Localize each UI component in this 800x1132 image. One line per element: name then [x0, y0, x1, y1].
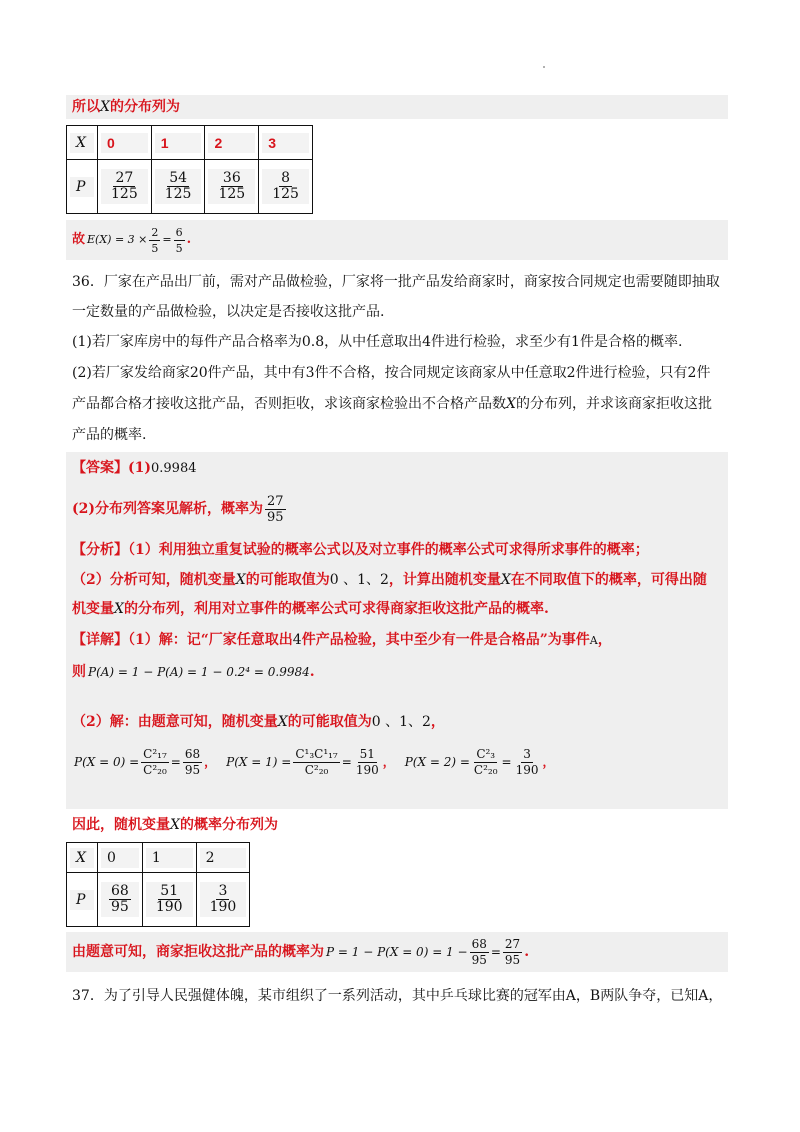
table-prob-cell: $\frac{36}{125}$: [205, 160, 259, 214]
table-header-cell: X: [67, 843, 98, 873]
analysis-line1: 【分析】（1）利用独立重复试验的概率公式以及对立事件的概率公式可求得所求事件的概率；: [72, 542, 649, 558]
table-header-cell: P: [67, 873, 98, 927]
q36-part2-line1: (2)若厂家发给商家20件产品，其中有3件不合格，按合同规定该商家从中任意取2件进行检验，只有2件: [72, 365, 711, 381]
table-value-cell: 0: [98, 843, 143, 873]
table-value-cell: 3: [259, 126, 313, 160]
table-prob-cell: $\frac{51}{190}$: [142, 873, 196, 927]
final-probability-line: 由题意可知，商家拒收这批产品的概率为 P = 1 − P(X = 0) = 1 − $\frac{68}{95}$ = $\frac{27}{95}$ .: [72, 936, 530, 967]
q36-line2: 一定数量的产品做检验，以决定是否接收这批产品.: [72, 304, 385, 320]
detail-line1: 【详解】（1）解：记“厂家任意取出4件产品检验，其中至少有一件是合格品”为事件A，: [72, 632, 612, 648]
page-speck: [543, 66, 545, 68]
expectation-line: 故 E(X) = 3 × $\frac{2}{5}$ = $\frac{6}{5}$ .: [72, 225, 192, 255]
table-prob-cell: $\frac{3}{190}$: [196, 873, 250, 927]
analysis-line2: （2）分析可知，随机变量X的可能取值为0 、1、2，计算出随机变量X在不同取值下的概率，可得出随: [72, 572, 707, 588]
distribution-table-35: [66, 125, 313, 214]
detail-line2: 则 P(A) = 1 − P(A) = 1 − 0.2⁴ = 0.9984.: [72, 664, 315, 680]
table-value-cell: 2: [205, 126, 259, 160]
table-value-cell: 0: [98, 126, 152, 160]
table-value-cell: 1: [151, 126, 205, 160]
q37-line1: 37．为了引导人民强健体魄，某市组织了一系列活动，其中乒乓球比赛的冠军由A，B两队争夺，已知A，: [72, 988, 723, 1004]
table-prob-cell: $\frac{8}{125}$: [259, 160, 313, 214]
distribution-table-36: [66, 842, 250, 927]
table-value-cell: 2: [196, 843, 250, 873]
dist-title-35: 所以X的分布列为: [72, 99, 180, 115]
answer-line1: 【答案】(1)0.9984: [72, 460, 197, 476]
table-header-cell: P: [67, 160, 98, 214]
q36-line1: 36．厂家在产品出厂前，需对产品做检验，厂家将一批产品发给商家时，商家按合同规定也需要随即抽取: [72, 274, 720, 290]
detail-dist-title: 因此，随机变量X的概率分布列为: [72, 817, 278, 833]
q36-part1: (1)若厂家库房中的每件产品合格率为0.8，从中任意取出4件进行检验，求至少有1件是合格的概率.: [72, 334, 683, 350]
detail-line3: （2）解：由题意可知，随机变量X的可能取值为0 、1、2，: [72, 714, 445, 730]
table-prob-cell: $\frac{68}{95}$: [98, 873, 143, 927]
q36-part2-line2: 产品都合格才接收这批产品，否则拒收，求该商家检验出不合格产品数X的分布列，并求该商家拒收这批: [72, 396, 712, 412]
table-header-cell: X: [67, 126, 98, 160]
table-prob-cell: $\frac{27}{125}$: [98, 160, 152, 214]
analysis-line3: 机变量X的分布列，利用对立事件的概率公式可求得商家拒收这批产品的概率.: [72, 601, 549, 617]
q36-part2-line3: 产品的概率.: [72, 427, 147, 443]
table-value-cell: 1: [142, 843, 196, 873]
answer-line2: (2)分布列答案见解析，概率为 $\frac{27}{95}$: [72, 493, 284, 525]
table-prob-cell: $\frac{54}{125}$: [151, 160, 205, 214]
detail-prob-formulas: P(X = 0) = $\frac{\text{C²₁₇}}{\text{C²₂₀}}$ = $\frac{68}{95}$ ， P(X = 1) = $\frac{\text{C¹₃C¹₁₇}}{\text{C²₂₀}}$ = $\frac{51}{190}$ ， P(X = 2) = $\frac{\text{C²₃}}{\text{C²₂₀}}$ = $\frac{3}{190}$ ，: [74, 746, 555, 777]
